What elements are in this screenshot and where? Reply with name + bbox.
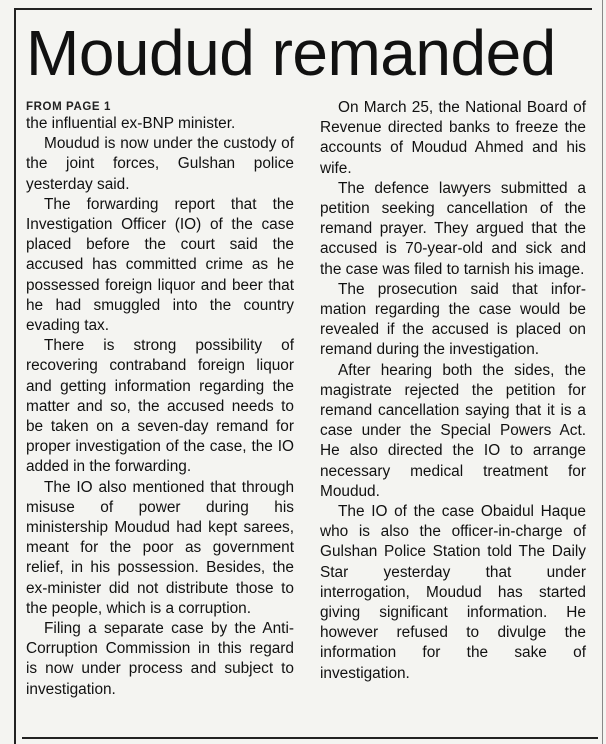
paragraph: The IO also mentioned that through misuse of power during his ministership Moudud had kept sarees, meant for the poor as government relief, in his possession. Besides, the ex-minister did not distribute those to the people, which is a corruption. — [26, 478, 294, 617]
article-column-left — [26, 98, 294, 700]
paragraph: the influential ex-BNP minister. — [26, 115, 236, 132]
headline: Moudud remanded — [26, 17, 556, 89]
paragraph: The IO of the case Obaidul Haque who is also the officer-in-charge of Gulshan Police Station told The Daily Star yesterday that under interrogation, Moudud has started giving significant information. He however refused to divulge the information for the sake of investigation. — [320, 503, 586, 682]
continuation-kicker: FROM PAGE 1 — [26, 101, 111, 113]
paragraph: After hearing both the sides, the magistrate rejected the petition for remand cancellation saying that it is a case under the Special Powers Act. He also directed the IO to arrange necessary medical treatment for Moudud. — [320, 361, 586, 500]
article-column-right — [320, 98, 586, 684]
left-border-rule — [14, 8, 16, 744]
paragraph: Moudud is now under the custody of the joint forces, Gulshan police yesterday said. — [26, 135, 294, 193]
paragraph: On March 25, the National Board of Revenue directed banks to freeze the accounts of Moudud Ahmed and his wife. — [320, 99, 586, 177]
paragraph: The forwarding report that the Investigation Officer (IO) of the case placed before the court said the accused has committed crime as he possessed foreign liquor and beer that he had smuggled into the country evading tax. — [26, 195, 294, 335]
top-rule — [14, 8, 592, 10]
right-edge-line — [602, 0, 603, 744]
paragraph: The defence lawyers submitted a petition seeking cancellation of the remand prayer. They argued that the accused is 70-year-old and sick and the case was filed to tarnish his image. — [320, 179, 586, 278]
paragraph: Filing a separate case by the Anti-Corruption Commission in this regard is now under process and subject to investigation. — [26, 620, 294, 698]
paragraph: There is strong possibility of recovering contraband foreign liquor and getting information regarding the matter and so, the accused needs to be taken on a seven-day remand for proper investigation of the case, the IO added in the forwarding. — [26, 337, 294, 476]
paragraph: The prosecution said that information regarding the case would be revealed if the accused is placed on remand during the investigation. — [320, 280, 586, 359]
bottom-rule — [22, 737, 598, 739]
